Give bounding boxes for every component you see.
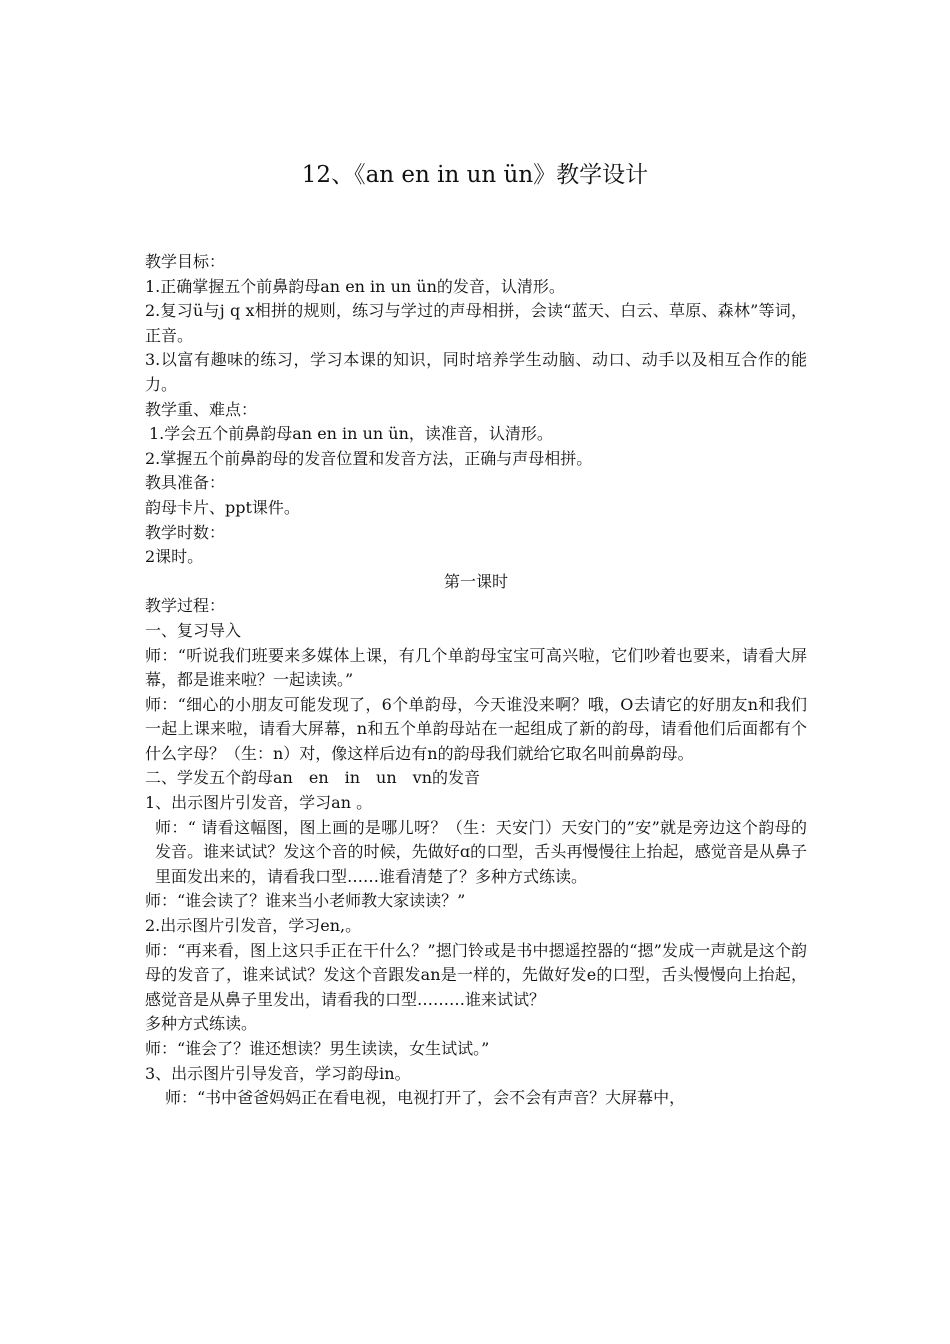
heading-key-points: 教学重、难点： [145,399,258,419]
paragraph: 师：“听说我们班要来多媒体上课，有几个单韵母宝宝可高兴啦，它们吵着也要来，请看大屏幕，都是谁来啦？一起读读。” [145,645,807,690]
paragraph: 师：“细心的小朋友可能发现了，6个单韵母，今天谁没来啊？哦，O去请它的好朋友n和我们一起上课来啦，请看大屏幕，n和五个单韵母站在一起组成了新的韵母，请看他们后面都有个什么字母？（生：n）对，像这样后边有n的韵母我们就给它取名叫前鼻韵母。 [145,694,807,763]
heading-process: 教学过程： [145,596,226,616]
objective-1: 1.正确掌握五个前鼻韵母an en in un ün的发音，认清形。 [145,276,565,296]
materials-text: 韵母卡片、ppt课件。 [145,497,300,517]
key-point-2: 2.掌握五个前鼻韵母的发音位置和发音方法，正确与声母相拼。 [145,448,593,468]
paragraph: 师：“谁会了？谁还想读？男生读读，女生试试。” [145,1039,490,1058]
hours-text: 2课时。 [145,547,204,567]
heading-hours: 教学时数： [145,522,226,542]
objective-2: 2.复习ü与j q x相拼的规则，练习与学过的声母相拼，会读“蓝天、白云、草原、森林”等词，正音。 [145,301,807,345]
step-3-heading: 3、出示图片引导发音，学习韵母in。 [145,1063,411,1083]
paragraph: 师：“ 请看这幅图，图上画的是哪儿呀？（生：天安门）天安门的”安”就是旁边这个韵母的发音。谁来试试？发这个音的时候，先做好ɑ的口型，舌头再慢慢往上抬起，感觉音是从鼻子里面发出来的，请看我口型……谁看清楚了？多种方式练读。 [155,817,807,886]
heading-materials: 教具准备： [145,473,226,493]
document-body [145,250,807,1111]
paragraph: 师：“书中爸爸妈妈正在看电视，电视打开了，会不会有声音？大屏幕中， [165,1088,686,1108]
paragraph: 师：“再来看，图上这只手正在干什么？”摁门铃或是书中摁遥控器的“摁”发成一声就是这个韵母的发音了，谁来试试？发这个音跟发an是一样的，先做好发e的口型，舌头慢慢向上抬起，感觉音是从鼻子里发出，请看我的口型………谁来试试？ [145,940,807,1009]
lesson-heading: 第一课时 [443,571,508,591]
step-1-heading: 1、出示图片引发音，学习an 。 [145,793,373,813]
paragraph: 多种方式练读。 [145,1014,258,1034]
objective-3: 3.以富有趣味的练习，学习本课的知识，同时培养学生动脑、动口、动手以及相互合作的能力。 [145,350,807,394]
paragraph: 师：“谁会读了？谁来当小老师教大家读读？” [145,891,466,911]
document-title: 12、《an en in un ün》教学设计 [301,162,649,188]
section-2-heading: 二、学发五个韵母an en in un vn的发音 [145,768,480,788]
step-2-heading: 2.出示图片引发音，学习en,。 [145,916,362,936]
key-point-1: 1.学会五个前鼻韵母an en in un ün，读准音，认清形。 [149,424,553,444]
section-1-heading: 一、复习导入 [145,620,242,640]
heading-objectives: 教学目标： [145,252,226,271]
